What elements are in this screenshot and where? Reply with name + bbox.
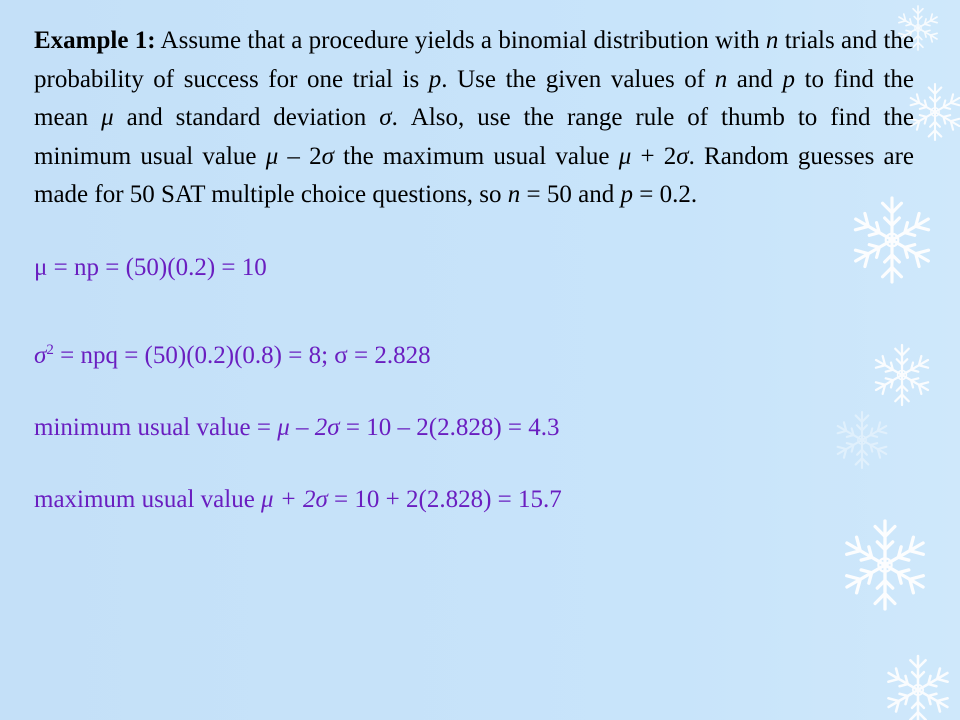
snowflake-icon (888, 656, 947, 720)
slide-content (34, 22, 914, 515)
problem-heading: Example 1: (34, 27, 156, 54)
problem-statement: Example 1: Assume that a procedure yields a binomial distribution with n trials and the probability of success for one trial is p. Use the given values of n and p to find the mean μ and standard deviation σ. Also, use the range rule of thumb to find the minimum usual value μ – 2σ the maximum usual value μ + 2σ. Random guesses are made for 50 SAT multiple choice questions, so n = 50 and p = 0.2. (34, 27, 915, 208)
snowflake-icon (847, 521, 924, 609)
solution-minimum-usual-value: minimum usual value = μ – 2σ = 10 – 2(2.828) = 4.3 (34, 413, 560, 441)
solution-mean: μ = np = (50)(0.2) = 10 (34, 253, 267, 281)
snowflake-icon (911, 84, 960, 140)
solution-variance: $\sigma^2$ = npq = (50)(0.2)(0.8) = 8; σ = 2.828 (34, 341, 431, 369)
solution-maximum-usual-value: maximum usual value μ + 2σ = 10 + 2(2.828) = 15.7 (34, 485, 562, 513)
